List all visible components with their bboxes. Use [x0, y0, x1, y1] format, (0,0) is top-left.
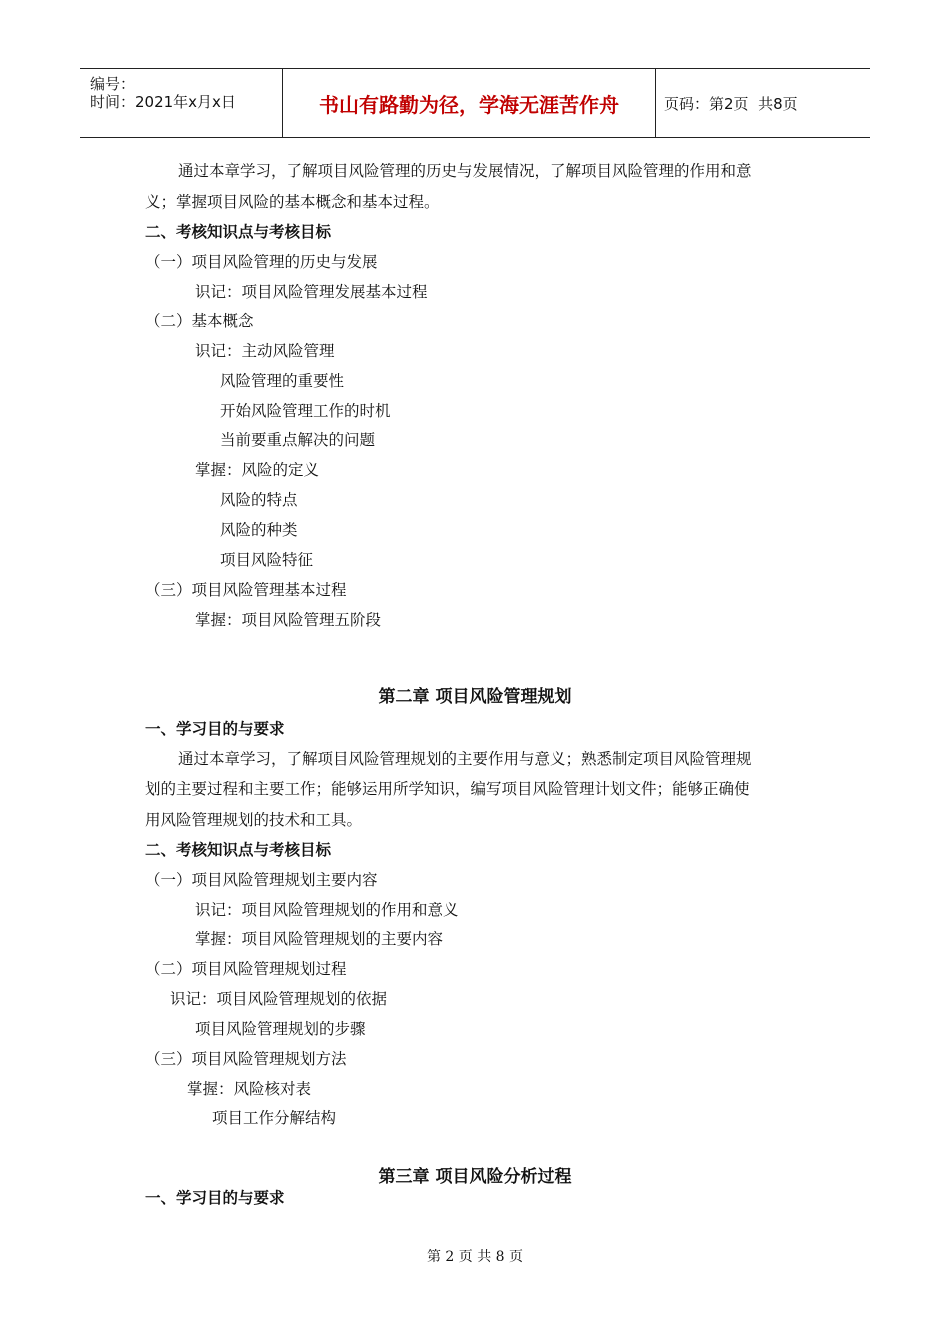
page-footer: 第 2 页 共 8 页 [426, 1249, 524, 1265]
list-item: 项目工作分解结构 [212, 1109, 337, 1127]
list-item: 识记：项目风险管理规划的作用和意义 [195, 901, 459, 919]
list-item: 项目风险管理规划的步骤 [195, 1020, 366, 1038]
list-item: 掌握：风险的定义 [195, 461, 320, 479]
chapter-title: 第二章 项目风险管理规划 [378, 687, 572, 707]
list-item: 识记：项目风险管理规划的依据 [170, 990, 388, 1008]
header-motto: 书山有路勤为径，学海无涯苦作舟 [282, 69, 656, 137]
list-item: 掌握：项目风险管理规划的主要内容 [195, 930, 444, 948]
list-item: 风险的特点 [220, 491, 298, 509]
intro-line-1: 通过本章学习，了解项目风险管理的历史与发展情况，了解项目风险管理的作用和意 [178, 162, 752, 180]
list-item: 掌握：项目风险管理五阶段 [195, 611, 382, 629]
list-item: 项目风险特征 [220, 551, 314, 569]
chapter-title: 第三章 项目风险分析过程 [378, 1167, 572, 1187]
list-item: 掌握：风险核对表 [187, 1080, 312, 1098]
subsection-heading: （三）项目风险管理基本过程 [145, 581, 347, 599]
paragraph-line: 用风险管理规划的技术和工具。 [145, 811, 363, 829]
subsection-heading: （一）项目风险管理的历史与发展 [145, 253, 378, 271]
subsection-heading: （三）项目风险管理规划方法 [145, 1050, 347, 1068]
code-label: 编号： [90, 75, 136, 93]
list-item: 风险的种类 [220, 521, 298, 539]
subsection-heading: （一）项目风险管理规划主要内容 [145, 871, 378, 889]
header-page-info: 页码：第2页 共8页 [664, 94, 798, 113]
section-heading: 二、考核知识点与考核目标 [145, 841, 332, 859]
list-item: 开始风险管理工作的时机 [220, 402, 391, 420]
paragraph-line: 通过本章学习，了解项目风险管理规划的主要作用与意义；熟悉制定项目风险管理规 [178, 750, 752, 768]
list-item: 风险管理的重要性 [220, 372, 345, 390]
list-item: 识记：主动风险管理 [195, 342, 335, 360]
list-item: 当前要重点解决的问题 [220, 431, 376, 449]
section-heading: 一、学习目的与要求 [145, 1189, 285, 1207]
section-heading: 二、考核知识点与考核目标 [145, 223, 332, 241]
subsection-heading: （二）基本概念 [145, 312, 254, 330]
subsection-heading: （二）项目风险管理规划过程 [145, 960, 347, 978]
header-meta [80, 69, 282, 137]
list-item: 识记：项目风险管理发展基本过程 [195, 283, 428, 301]
page-header [80, 68, 870, 138]
time-label: 时间：2021年x月x日 [90, 93, 236, 111]
section-heading: 一、学习目的与要求 [145, 720, 285, 738]
paragraph-line: 划的主要过程和主要工作；能够运用所学知识，编写项目风险管理计划文件；能够正确使 [145, 780, 750, 798]
intro-line-2: 义；掌握项目风险的基本概念和基本过程。 [145, 193, 440, 211]
